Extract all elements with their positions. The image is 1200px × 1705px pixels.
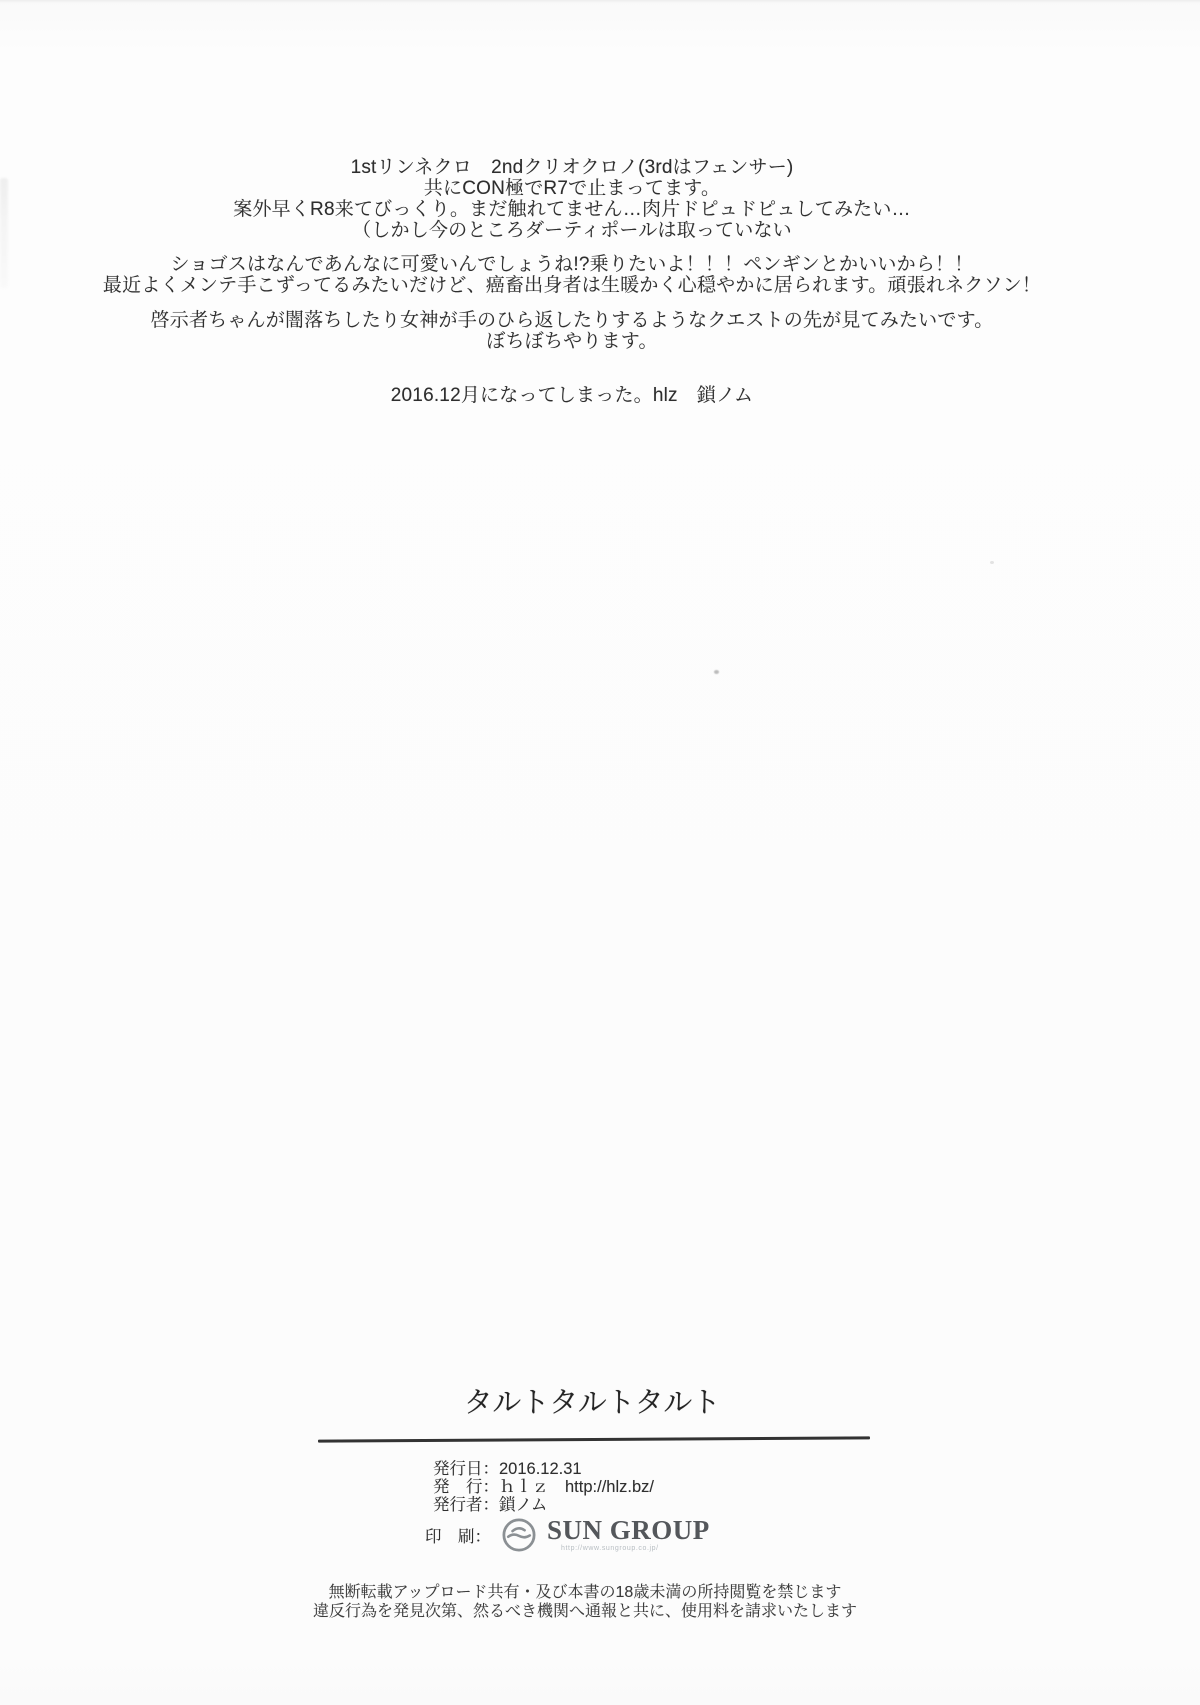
- colophon-row-author: [433, 1497, 654, 1515]
- notice-line: 違反行為を発見次第、然るべき機関へ通報と共に、使用料を請求いたします: [312, 1603, 857, 1620]
- book-title: タルトタルトタルト: [463, 1387, 721, 1419]
- row-value: 2016.12.31: [499, 1460, 582, 1478]
- scan-top-edge-artifact: [0, 0, 1200, 3]
- row-value: 鎖ノム: [499, 1495, 548, 1514]
- scan-speck: [990, 561, 994, 564]
- printer-url: http://www.sungroup.co.jp/: [561, 1545, 659, 1552]
- notice-line: 無断転載アップロード共有・及び本書の18歳未満の所持閲覧を禁じます: [328, 1584, 842, 1601]
- divider-rule: [318, 1436, 870, 1442]
- row-value: ｈｌｚ http://hlz.bz/: [499, 1477, 654, 1496]
- sun-group-logo-icon: [500, 1516, 538, 1554]
- afterword-paragraph: [0, 254, 1144, 296]
- copyright-notice: [0, 1583, 1170, 1621]
- colophon-info-rows: [433, 1461, 654, 1514]
- colophon-row-publisher: [433, 1479, 654, 1497]
- afterword-line: 1stリンネクロ 2ndクリオクロノ(3rdはフェンサー): [350, 157, 794, 178]
- printer-name: SUN GROUP: [547, 1515, 710, 1545]
- row-label: 発行日：: [433, 1460, 499, 1478]
- afterword-paragraph: [0, 157, 1144, 241]
- row-label: 印 刷：: [425, 1528, 491, 1546]
- printer-info: [547, 1517, 710, 1553]
- afterword-line: 共にCON極でR7で止まってます。: [423, 178, 721, 199]
- afterword-line: 最近よくメンテ手こずってるみたいだけど、癌畜出身者は生暖かく心穏やかに居られます。頑張れネクソン！: [102, 275, 1042, 296]
- afterword-line: ショゴスはなんであんなに可愛いんでしょうね!?乗りたいよ！！！ペンギンとかいいから！！: [170, 254, 974, 275]
- scan-speck: [714, 670, 719, 674]
- colophon-row-date: [433, 1461, 654, 1479]
- afterword-line: 啓示者ちゃんが闇落ちしたり女神が手のひら返したりするようなクエストの先が見てみたいです。: [150, 310, 994, 331]
- afterword-line: 案外早くR8来てびっくり。まだ触れてません…肉片ドピュドピュしてみたい…: [233, 199, 911, 220]
- afterword-line: （しかし今のところダーティポールは取っていない: [352, 220, 792, 241]
- row-label: 発行者：: [433, 1495, 499, 1514]
- signoff-line: 2016.12月になってしまった。hlz 鎖ノム: [390, 385, 754, 406]
- colophon-row-printer: [425, 1516, 710, 1554]
- afterword-paragraph: [0, 310, 1144, 352]
- afterword-line: ぼちぼちやります。: [486, 331, 658, 352]
- row-label: 発 行：: [433, 1477, 499, 1496]
- afterword-text-block: [0, 157, 1144, 406]
